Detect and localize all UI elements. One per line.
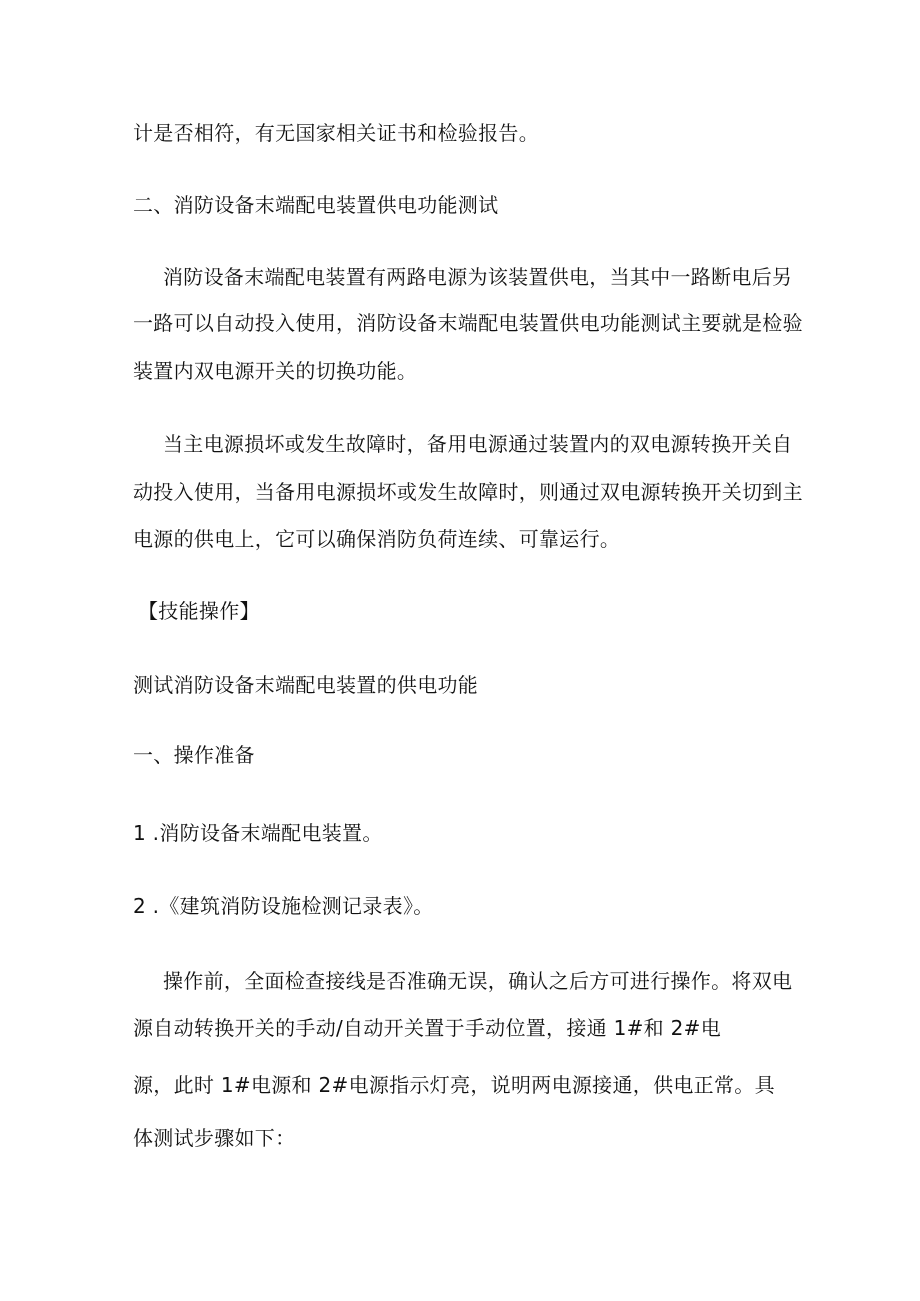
section-heading-2: 二、消防设备末端配电装置供电功能测试 xyxy=(133,193,499,217)
text-line-15: 源自动转换开关的手动/自动开关置于手动位置，接通 1#和 2#电 xyxy=(133,1016,722,1040)
text-line-14: 操作前，全面检查接线是否准确无误，确认之后方可进行操作。将双电 xyxy=(163,969,793,993)
section-heading-1: 一、操作准备 xyxy=(133,743,255,767)
text-line-4: 一路可以自动投入使用，消防设备末端配电装置供电功能测试主要就是检验 xyxy=(133,311,803,335)
text-line-7: 动投入使用，当备用电源损坏或发生故障时，则通过双电源转换开关切到主 xyxy=(133,480,803,504)
text-line-17: 体测试步骤如下： xyxy=(133,1126,296,1150)
text-line-5: 装置内双电源开关的切换功能。 xyxy=(133,359,418,383)
task-title: 测试消防设备末端配电装置的供电功能 xyxy=(133,673,479,697)
text-line-16: 源，此时 1#电源和 2#电源指示灯亮，说明两电源接通，供电正常。具 xyxy=(133,1073,775,1097)
skill-heading: 【技能操作】 xyxy=(138,599,260,623)
text-line-6: 当主电源损坏或发生故障时，备用电源通过装置内的双电源转换开关自 xyxy=(163,432,793,456)
text-line-8: 电源的供电上，它可以确保消防负荷连续、可靠运行。 xyxy=(133,527,621,551)
list-item-1: 1 .消防设备末端配电装置。 xyxy=(133,821,383,845)
text-line-3: 消防设备末端配电装置有两路电源为该装置供电，当其中一路断电后另 xyxy=(163,265,793,289)
text-line-1: 计是否相符，有无国家相关证书和检验报告。 xyxy=(133,121,539,145)
list-item-2: 2 .《建筑消防设施检测记录表》。 xyxy=(133,894,434,918)
